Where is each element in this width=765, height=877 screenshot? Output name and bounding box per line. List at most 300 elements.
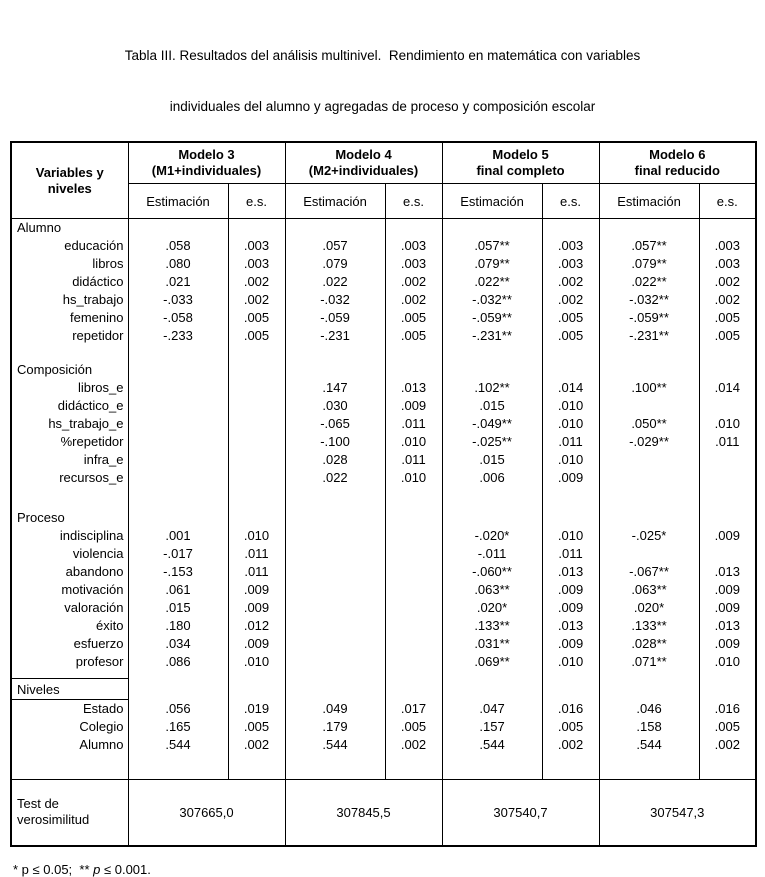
spacer-cell <box>442 754 542 780</box>
value-cell: .002 <box>385 291 442 309</box>
value-cell: .002 <box>385 273 442 291</box>
spacer-cell <box>228 671 285 679</box>
value-cell: .009 <box>542 581 599 599</box>
spacer-cell <box>285 345 385 361</box>
value-cell: .010 <box>542 451 599 469</box>
row-label: indisciplina <box>59 528 124 543</box>
model4-name: Modelo 4 <box>335 147 392 162</box>
table-row <box>11 617 756 635</box>
value-cell: .005 <box>699 327 756 345</box>
value-cell <box>228 469 285 487</box>
spacer-cell <box>599 345 699 361</box>
value-cell: .002 <box>228 291 285 309</box>
value-cell: .013 <box>385 379 442 397</box>
value-cell: .009 <box>385 397 442 415</box>
value-cell: .086 <box>128 653 228 671</box>
row-label: violencia <box>72 546 124 561</box>
value-cell: .133** <box>442 617 542 635</box>
row-label: Alumno <box>79 737 124 752</box>
value-cell: .079** <box>442 255 542 273</box>
spacer-cell <box>128 487 228 509</box>
value-cell: -.032** <box>599 291 699 309</box>
table-footer <box>11 780 756 846</box>
spacer-row <box>11 345 756 361</box>
value-cell: .544 <box>599 736 699 754</box>
value-cell: .015 <box>128 599 228 617</box>
value-cell: .009 <box>228 599 285 617</box>
value-cell: .003 <box>542 237 599 255</box>
table-row <box>11 653 756 671</box>
value-cell <box>385 635 442 653</box>
value-cell: .022 <box>285 469 385 487</box>
value-cell <box>385 617 442 635</box>
value-cell: .009 <box>542 599 599 617</box>
spacer-cell <box>599 671 699 679</box>
spacer-cell <box>128 345 228 361</box>
spacer-cell <box>11 754 128 780</box>
value-cell: .002 <box>699 291 756 309</box>
spacer-cell <box>285 754 385 780</box>
value-cell: -.231 <box>285 327 385 345</box>
value-cell: .544 <box>128 736 228 754</box>
spacer-cell <box>228 487 285 509</box>
value-cell: .003 <box>385 237 442 255</box>
value-cell: .003 <box>542 255 599 273</box>
value-cell: .005 <box>385 309 442 327</box>
table-row <box>11 635 756 653</box>
spacer-cell <box>542 345 599 361</box>
value-cell: .003 <box>385 255 442 273</box>
value-cell: -.033 <box>128 291 228 309</box>
value-cell: .020* <box>599 599 699 617</box>
value-cell <box>699 545 756 563</box>
value-cell: .002 <box>542 273 599 291</box>
value-cell: .179 <box>285 718 385 736</box>
estimacion-header: Estimación <box>599 184 699 219</box>
value-cell: .010 <box>228 527 285 545</box>
spacer-cell <box>699 754 756 780</box>
value-cell: .079 <box>285 255 385 273</box>
row-label: %repetidor <box>60 434 124 449</box>
row-label: esfuerzo <box>73 636 124 651</box>
value-cell <box>385 653 442 671</box>
value-cell: .017 <box>385 700 442 718</box>
row-label: educación <box>64 238 124 253</box>
value-cell <box>128 451 228 469</box>
value-cell: .157 <box>442 718 542 736</box>
value-cell <box>599 469 699 487</box>
value-cell: .009 <box>228 581 285 599</box>
empty-cell <box>442 679 542 700</box>
empty-cell <box>128 219 228 237</box>
value-cell: .015 <box>442 451 542 469</box>
value-cell <box>599 397 699 415</box>
value-cell: .147 <box>285 379 385 397</box>
value-cell: -.067** <box>599 563 699 581</box>
value-cell <box>228 451 285 469</box>
empty-cell <box>599 219 699 237</box>
value-cell: .057 <box>285 237 385 255</box>
model5-subtitle: final completo <box>476 163 565 178</box>
model3-header <box>128 142 285 184</box>
model6-header <box>599 142 756 184</box>
row-label: repetidor <box>72 328 124 343</box>
value-cell <box>385 545 442 563</box>
table-row <box>11 327 756 345</box>
value-cell <box>385 527 442 545</box>
model6-subtitle: final reducido <box>634 163 720 178</box>
value-cell: .102** <box>442 379 542 397</box>
value-cell: .009 <box>542 469 599 487</box>
table-title <box>28 13 737 132</box>
spacer-cell <box>385 671 442 679</box>
value-cell: -.017 <box>128 545 228 563</box>
model4-header <box>285 142 442 184</box>
empty-cell <box>442 361 542 379</box>
empty-cell <box>228 679 285 700</box>
table-row <box>11 545 756 563</box>
spacer-row <box>11 671 756 679</box>
value-cell <box>285 527 385 545</box>
spacer-cell <box>699 345 756 361</box>
empty-cell <box>599 679 699 700</box>
row-label: Estado <box>83 701 124 717</box>
model5-name: Modelo 5 <box>492 147 549 162</box>
table-row <box>11 273 756 291</box>
value-cell: .056 <box>128 700 228 718</box>
value-cell: .058 <box>128 237 228 255</box>
value-cell: -.065 <box>285 415 385 433</box>
value-cell: .013 <box>699 563 756 581</box>
estimacion-header: Estimación <box>285 184 385 219</box>
value-cell: -.029** <box>599 433 699 451</box>
footnote-part2: ≤ 0.001. <box>100 861 151 877</box>
estimacion-header: Estimación <box>128 184 228 219</box>
value-cell: .013 <box>542 563 599 581</box>
value-cell <box>228 397 285 415</box>
value-cell: .133** <box>599 617 699 635</box>
empty-cell <box>442 509 542 527</box>
value-cell: .011 <box>699 433 756 451</box>
value-cell: -.058 <box>128 309 228 327</box>
spacer-cell <box>11 671 128 679</box>
spacer-row <box>11 487 756 509</box>
value-cell: .002 <box>699 736 756 754</box>
value-cell: .010 <box>385 433 442 451</box>
value-cell <box>385 563 442 581</box>
row-label: abandono <box>65 564 124 579</box>
spacer-row <box>11 754 756 780</box>
value-cell: .009 <box>699 581 756 599</box>
table-row <box>11 469 756 487</box>
table-row <box>11 397 756 415</box>
table-row <box>11 379 756 397</box>
value-cell <box>128 469 228 487</box>
value-cell: .050** <box>599 415 699 433</box>
value-cell: .047 <box>442 700 542 718</box>
value-cell <box>228 415 285 433</box>
spacer-cell <box>285 487 385 509</box>
value-cell: .010 <box>542 653 599 671</box>
section-label: Alumno <box>17 220 62 236</box>
value-cell: -.020* <box>442 527 542 545</box>
value-cell <box>285 563 385 581</box>
empty-cell <box>599 509 699 527</box>
value-cell: .063** <box>442 581 542 599</box>
likelihood-row <box>11 780 756 846</box>
spacer-cell <box>542 487 599 509</box>
section-label: Proceso <box>17 510 65 525</box>
value-cell: .005 <box>699 718 756 736</box>
value-cell <box>285 617 385 635</box>
value-cell <box>699 469 756 487</box>
value-cell: -.059** <box>442 309 542 327</box>
table-row <box>11 563 756 581</box>
table-row <box>11 237 756 255</box>
value-cell <box>128 433 228 451</box>
value-cell: .011 <box>542 545 599 563</box>
value-cell: .005 <box>542 309 599 327</box>
table-row <box>11 291 756 309</box>
es-header: e.s. <box>228 184 285 219</box>
value-cell: .030 <box>285 397 385 415</box>
model3-name: Modelo 3 <box>178 147 235 162</box>
row-label: motivación <box>61 582 124 597</box>
spacer-cell <box>442 345 542 361</box>
empty-cell <box>542 361 599 379</box>
spacer-cell <box>385 754 442 780</box>
likelihood-model6: 307547,3 <box>599 780 756 846</box>
empty-cell <box>128 361 228 379</box>
spacer-cell <box>599 754 699 780</box>
value-cell: .002 <box>228 736 285 754</box>
value-cell: .005 <box>542 327 599 345</box>
value-cell: .079** <box>599 255 699 273</box>
value-cell: .010 <box>542 527 599 545</box>
table-row <box>11 581 756 599</box>
value-cell <box>128 379 228 397</box>
value-cell: .003 <box>228 237 285 255</box>
value-cell: .180 <box>128 617 228 635</box>
spacer-cell <box>542 754 599 780</box>
empty-cell <box>228 361 285 379</box>
empty-cell <box>699 509 756 527</box>
value-cell: -.059 <box>285 309 385 327</box>
value-cell: .005 <box>228 309 285 327</box>
value-cell: -.100 <box>285 433 385 451</box>
row-label: valoración <box>64 600 124 615</box>
value-cell: .011 <box>542 433 599 451</box>
value-cell: .009 <box>542 635 599 653</box>
empty-cell <box>128 679 228 700</box>
table-row <box>11 433 756 451</box>
likelihood-model4: 307845,5 <box>285 780 442 846</box>
section-label-row <box>11 361 756 379</box>
value-cell: .022 <box>285 273 385 291</box>
empty-cell <box>542 509 599 527</box>
es-header: e.s. <box>699 184 756 219</box>
value-cell: .016 <box>699 700 756 718</box>
section-label-row <box>11 219 756 237</box>
row-label: hs_trabajo_e <box>48 416 124 431</box>
value-cell: -.011 <box>442 545 542 563</box>
value-cell: .005 <box>228 327 285 345</box>
value-cell: .049 <box>285 700 385 718</box>
value-cell: .046 <box>599 700 699 718</box>
spacer-cell <box>542 671 599 679</box>
value-cell: .057** <box>442 237 542 255</box>
table-row <box>11 700 756 718</box>
empty-cell <box>442 219 542 237</box>
value-cell: .005 <box>699 309 756 327</box>
value-cell: .002 <box>542 291 599 309</box>
spacer-cell <box>599 487 699 509</box>
empty-cell <box>285 219 385 237</box>
model5-header <box>442 142 599 184</box>
value-cell: .002 <box>385 736 442 754</box>
value-cell: -.059** <box>599 309 699 327</box>
section-label: Composición <box>17 362 93 377</box>
row-label: didáctico_e <box>57 398 124 413</box>
value-cell <box>599 545 699 563</box>
value-cell: .071** <box>599 653 699 671</box>
value-cell: .063** <box>599 581 699 599</box>
value-cell: -.231** <box>599 327 699 345</box>
empty-cell <box>285 509 385 527</box>
value-cell: .009 <box>699 635 756 653</box>
spacer-cell <box>11 487 128 509</box>
value-cell: .003 <box>699 237 756 255</box>
model-header-row <box>11 142 756 184</box>
table-row <box>11 451 756 469</box>
es-header: e.s. <box>385 184 442 219</box>
value-cell: .010 <box>542 397 599 415</box>
empty-cell <box>699 219 756 237</box>
value-cell: .002 <box>542 736 599 754</box>
value-cell <box>699 451 756 469</box>
value-cell: .019 <box>228 700 285 718</box>
spacer-cell <box>128 754 228 780</box>
empty-cell <box>228 509 285 527</box>
row-label: recursos_e <box>59 470 124 485</box>
value-cell <box>285 599 385 617</box>
value-cell: .013 <box>542 617 599 635</box>
value-cell: .014 <box>699 379 756 397</box>
value-cell: .165 <box>128 718 228 736</box>
value-cell: .010 <box>699 415 756 433</box>
table-body <box>11 219 756 780</box>
model6-name: Modelo 6 <box>649 147 706 162</box>
value-cell: .011 <box>228 545 285 563</box>
value-cell <box>228 433 285 451</box>
row-label: didáctico <box>72 274 124 289</box>
value-cell: .002 <box>228 273 285 291</box>
value-cell: .031** <box>442 635 542 653</box>
value-cell <box>128 397 228 415</box>
row-label: hs_trabajo <box>62 292 124 307</box>
value-cell <box>385 599 442 617</box>
value-cell: -.025** <box>442 433 542 451</box>
estimacion-header: Estimación <box>442 184 542 219</box>
table-row <box>11 718 756 736</box>
value-cell <box>285 635 385 653</box>
row-label: profesor <box>75 654 124 669</box>
section-label: Niveles <box>11 679 128 700</box>
value-cell: .009 <box>699 599 756 617</box>
value-cell <box>228 379 285 397</box>
value-cell: -.032** <box>442 291 542 309</box>
value-cell <box>285 581 385 599</box>
table-title-line2: individuales del alumno y agregadas de proceso y composición escolar <box>169 99 596 114</box>
es-header: e.s. <box>542 184 599 219</box>
value-cell: .010 <box>385 469 442 487</box>
value-cell: .022** <box>442 273 542 291</box>
spacer-cell <box>385 487 442 509</box>
value-cell: .015 <box>442 397 542 415</box>
spacer-cell <box>442 671 542 679</box>
table-row <box>11 527 756 545</box>
value-cell: .003 <box>699 255 756 273</box>
value-cell: .057** <box>599 237 699 255</box>
value-cell: .080 <box>128 255 228 273</box>
value-cell: .013 <box>699 617 756 635</box>
value-cell <box>285 545 385 563</box>
value-cell: .010 <box>228 653 285 671</box>
value-cell: .002 <box>699 273 756 291</box>
value-cell: .005 <box>228 718 285 736</box>
empty-cell <box>285 361 385 379</box>
value-cell: .005 <box>385 327 442 345</box>
value-cell: .014 <box>542 379 599 397</box>
value-cell <box>599 451 699 469</box>
empty-cell <box>128 509 228 527</box>
multilevel-results-table <box>10 141 757 847</box>
spacer-cell <box>228 345 285 361</box>
value-cell: .100** <box>599 379 699 397</box>
value-cell: .034 <box>128 635 228 653</box>
value-cell: .005 <box>542 718 599 736</box>
likelihood-model5: 307540,7 <box>442 780 599 846</box>
value-cell: .022** <box>599 273 699 291</box>
value-cell <box>285 653 385 671</box>
spacer-cell <box>442 487 542 509</box>
value-cell: -.231** <box>442 327 542 345</box>
value-cell: -.233 <box>128 327 228 345</box>
empty-cell <box>385 679 442 700</box>
row-label: Colegio <box>79 719 124 734</box>
value-cell: .006 <box>442 469 542 487</box>
value-cell: .005 <box>385 718 442 736</box>
row-label: femenino <box>70 310 124 325</box>
value-cell: .009 <box>228 635 285 653</box>
empty-cell <box>385 361 442 379</box>
value-cell: -.025* <box>599 527 699 545</box>
value-cell: .003 <box>228 255 285 273</box>
spacer-cell <box>699 487 756 509</box>
spacer-cell <box>699 671 756 679</box>
table-row <box>11 255 756 273</box>
value-cell: .028 <box>285 451 385 469</box>
footnote-italic-p: p <box>93 861 101 877</box>
footnote-part1: * p ≤ 0.05; ** <box>13 861 94 877</box>
value-cell <box>128 415 228 433</box>
empty-cell <box>599 361 699 379</box>
value-cell: .544 <box>442 736 542 754</box>
value-cell <box>385 581 442 599</box>
value-cell: .011 <box>385 451 442 469</box>
empty-cell <box>385 219 442 237</box>
spacer-cell <box>128 671 228 679</box>
